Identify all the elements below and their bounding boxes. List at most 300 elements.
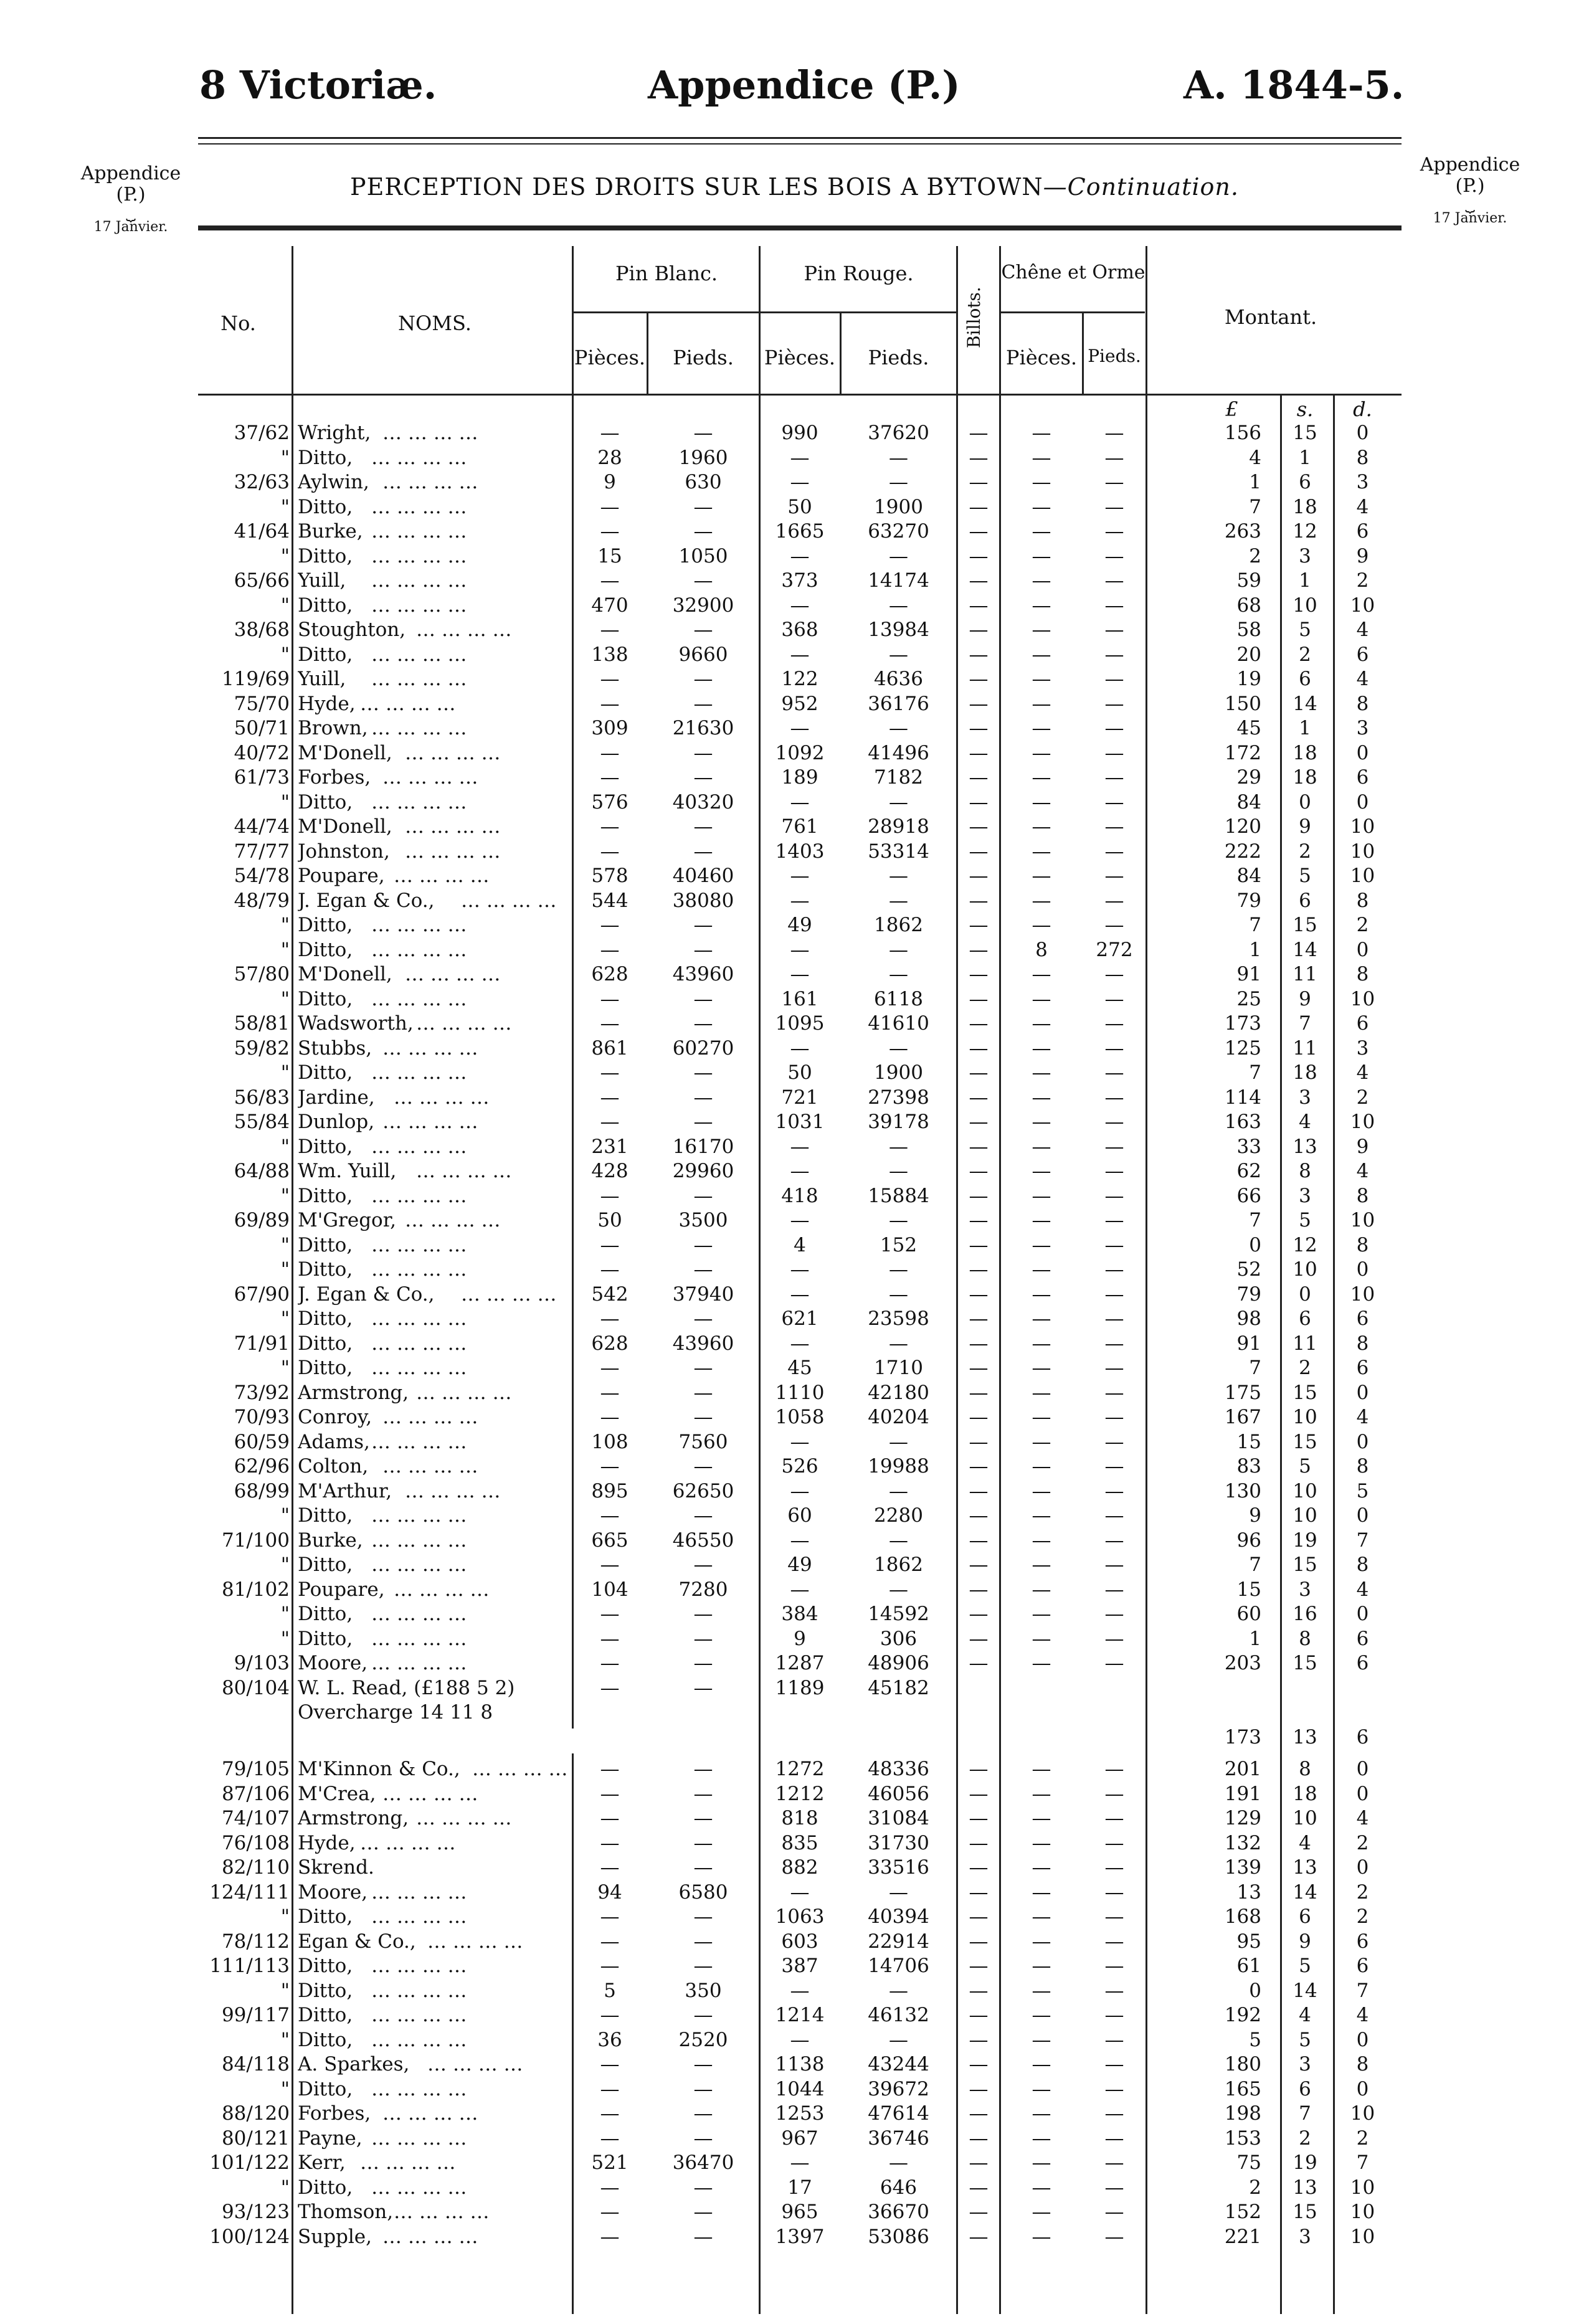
cell-pbp: — (600, 2053, 620, 2075)
cell-name: Wm. Yuill, (298, 1160, 397, 1182)
cell-cep: — (1032, 865, 1051, 887)
leader-dots: … … … … (416, 619, 512, 641)
cell-s: 6 (1299, 471, 1311, 493)
cell-prf: 48336 (868, 1758, 929, 1780)
cell-pbp: — (600, 1233, 620, 1256)
cell-cef: — (1104, 2004, 1124, 2026)
cell-s: 16 (1293, 1603, 1317, 1625)
cell-l: 0 (1249, 1233, 1261, 1256)
header-year: A. 1844-5. (1183, 62, 1405, 108)
cell-pbf: 60270 (672, 1036, 734, 1060)
cell-prf: — (889, 1283, 908, 1306)
cell-d: 4 (1356, 668, 1369, 690)
cell-prf: — (889, 1036, 908, 1060)
cell-no: " (280, 1135, 290, 1158)
table-row (0, 2150, 1589, 2175)
cell-pbf: — (693, 1184, 713, 1207)
cell-cef: — (1104, 1012, 1124, 1035)
table-row (0, 593, 1589, 618)
cell-cep: — (1032, 790, 1051, 813)
cell-cef: — (1104, 2028, 1124, 2051)
cell-s: 14 (1293, 692, 1317, 715)
leader-dots: … … … … (427, 2053, 523, 2075)
cell-bil: — (969, 1406, 989, 1428)
cell-no: " (280, 1979, 290, 2002)
cell-cep: — (1032, 668, 1051, 690)
cell-no: " (280, 987, 290, 1010)
cell-d: 7 (1356, 2151, 1369, 2174)
cell-prp: — (790, 1135, 810, 1158)
cell-d: 3 (1356, 471, 1369, 493)
cell-pbf: 1960 (678, 446, 728, 469)
table-row (0, 1725, 1589, 1750)
cell-bil: — (969, 495, 989, 518)
table-row (0, 913, 1589, 937)
cell-l: 20 (1236, 643, 1261, 666)
cell-s: 3 (1299, 2053, 1311, 2075)
cell-l: 96 (1236, 1529, 1261, 1552)
table-row (0, 2199, 1589, 2224)
cell-prp: 45 (787, 1357, 812, 1379)
col-no: No. (221, 311, 256, 335)
cell-prp: 818 (781, 1807, 818, 1829)
cell-l: 165 (1224, 2077, 1261, 2100)
cell-d: 8 (1356, 963, 1369, 985)
cell-cef: — (1104, 1479, 1124, 1502)
cell-bil: — (969, 1184, 989, 1207)
leader-dots: … … … … (461, 1283, 557, 1306)
leader-dots: … … … … (472, 1758, 568, 1780)
cell-cep: — (1032, 446, 1051, 469)
cell-s: 7 (1299, 1012, 1311, 1035)
cell-no: 40/72 (234, 741, 290, 764)
table-row (0, 642, 1589, 667)
table-row (0, 716, 1589, 741)
cell-s: 19 (1293, 1529, 1317, 1552)
cell-bil: — (969, 1111, 989, 1133)
leader-dots: … … … … (360, 1831, 456, 1854)
cell-pbp: — (600, 1111, 620, 1133)
cell-no: 75/70 (234, 692, 290, 715)
cell-l: 263 (1224, 520, 1261, 543)
cell-bil: — (969, 2225, 989, 2248)
leader-dots: … … … … (371, 446, 467, 469)
leader-dots: … … … … (371, 1258, 467, 1281)
cell-cef: — (1104, 1905, 1124, 1928)
cell-prp: — (790, 963, 810, 985)
cell-d: 0 (1356, 1258, 1369, 1281)
cell-no: 54/78 (234, 865, 290, 887)
cell-d: 2 (1356, 569, 1369, 592)
cell-pbf: — (693, 569, 713, 592)
cell-pbp: — (600, 1955, 620, 1977)
cell-d: 4 (1356, 495, 1369, 518)
cell-bil: — (969, 815, 989, 838)
cell-name: Payne, (298, 2127, 363, 2150)
cell-prp: 1095 (775, 1012, 825, 1035)
cell-d: 6 (1356, 520, 1369, 543)
cell-no: 60/59 (234, 1430, 290, 1453)
cell-d: 0 (1356, 790, 1369, 813)
cell-bil: — (969, 1856, 989, 1879)
cell-prp: — (790, 1979, 810, 2002)
header-session: 8 Victoriæ. (199, 62, 437, 108)
cell-prf: — (889, 1258, 908, 1281)
cell-prp: 9 (794, 1627, 806, 1650)
margin-left-sub: (P.) (116, 184, 146, 206)
cell-bil: — (969, 2004, 989, 2026)
cell-cep: — (1032, 1184, 1051, 1207)
cell-cef: — (1104, 2151, 1124, 2174)
cell-prf: — (889, 1479, 908, 1502)
cell-pbp: — (600, 1856, 620, 1879)
cell-name: Ditto, (298, 2004, 353, 2026)
cell-cef: — (1104, 1258, 1124, 1281)
cell-cep: — (1032, 422, 1051, 444)
cell-pbf: — (693, 1652, 713, 1674)
cell-pbf: — (693, 914, 713, 936)
cell-bil: — (969, 1930, 989, 1953)
cell-pbp: 628 (591, 963, 628, 985)
cell-pbp: — (600, 1676, 620, 1699)
cell-name: Thomson, (298, 2201, 394, 2223)
cell-cef: — (1104, 1758, 1124, 1780)
cell-l: 1 (1249, 471, 1261, 493)
cell-prp: — (790, 889, 810, 912)
cell-prp: 526 (781, 1455, 818, 1477)
col-pr-pieces: Pièces. (764, 346, 836, 369)
cell-s: 4 (1299, 1831, 1311, 1854)
cell-cep: — (1032, 1504, 1051, 1527)
cell-s: 19 (1293, 2151, 1317, 2174)
cell-prf: 27398 (868, 1086, 929, 1109)
cell-cep: — (1032, 1332, 1051, 1355)
cell-cef: 272 (1096, 938, 1133, 961)
cell-prp: 1397 (775, 2225, 825, 2248)
leader-dots: … … … … (371, 1955, 467, 1977)
leader-dots: … … … … (371, 1553, 467, 1576)
leader-dots: … … … … (427, 1930, 523, 1953)
cell-name: Overcharge 14 11 8 (298, 1701, 493, 1724)
cell-pbp: — (600, 495, 620, 518)
cell-bil: — (969, 963, 989, 985)
cell-bil: — (969, 2127, 989, 2150)
cell-pbf: 40460 (672, 865, 734, 887)
cell-cef: — (1104, 963, 1124, 985)
cell-no: 119/69 (221, 668, 290, 690)
cell-pbf: — (693, 1406, 713, 1428)
cell-cep: — (1032, 1955, 1051, 1977)
cell-pbp: — (600, 2201, 620, 2223)
cell-cep: — (1032, 2028, 1051, 2051)
cell-s: 15 (1293, 422, 1317, 444)
cell-pbf: — (693, 1111, 713, 1133)
col-noms: NOMS. (398, 311, 472, 335)
cell-no: " (280, 2028, 290, 2051)
cell-name: Ditto, (298, 446, 353, 469)
leader-dots: … … … … (371, 1332, 467, 1355)
cell-s: 6 (1299, 889, 1311, 912)
cell-pbp: — (600, 1307, 620, 1330)
cell-no: 67/90 (234, 1283, 290, 1306)
cell-l: 2 (1249, 2176, 1261, 2199)
cell-pbf: — (693, 1930, 713, 1953)
cell-prp: 882 (781, 1856, 818, 1879)
cell-pbf: — (693, 668, 713, 690)
cell-prf: 4636 (874, 668, 923, 690)
cell-prf: 22914 (868, 1930, 929, 1953)
leader-dots: … … … … (371, 717, 467, 739)
cell-cef: — (1104, 1233, 1124, 1256)
cell-s: 6 (1299, 668, 1311, 690)
cell-name: Kerr, (298, 2151, 346, 2174)
cell-pbp: 9 (604, 471, 616, 493)
cell-prf: — (889, 1135, 908, 1158)
cell-pbp: 15 (597, 544, 622, 567)
cell-l: 9 (1249, 1504, 1261, 1527)
cell-pbf: 2520 (678, 2028, 728, 2051)
cell-d: 7 (1356, 1529, 1369, 1552)
cell-prp: 49 (787, 914, 812, 936)
cell-l: 45 (1236, 717, 1261, 739)
cell-l: 173 (1224, 1012, 1261, 1035)
leader-dots: … … … … (360, 2151, 456, 2174)
cell-l: 58 (1236, 619, 1261, 641)
cell-l: 62 (1236, 1160, 1261, 1182)
cell-pbf: — (693, 1955, 713, 1977)
cell-prf: — (889, 446, 908, 469)
cell-pbp: 231 (591, 1135, 628, 1158)
cell-bil: — (969, 1160, 989, 1182)
cell-bil: — (969, 865, 989, 887)
cell-name: Ditto, (298, 643, 353, 666)
cell-no: 111/113 (209, 1955, 290, 1977)
leader-dots: … … … … (371, 914, 467, 936)
cell-s: 11 (1293, 963, 1317, 985)
leader-dots: … … … … (371, 1061, 467, 1084)
cell-cep: — (1032, 1209, 1051, 1231)
table-row (0, 2028, 1589, 2052)
cell-pbp: — (600, 1652, 620, 1674)
leader-dots: … … … … (371, 1603, 467, 1625)
cell-prp: 603 (781, 1930, 818, 1953)
cell-no: 56/83 (234, 1086, 290, 1109)
cell-l: 33 (1236, 1135, 1261, 1158)
cell-d: 10 (1350, 865, 1375, 887)
cell-prf: 36670 (868, 2201, 929, 2223)
table-row (0, 1085, 1589, 1110)
cell-cef: — (1104, 1406, 1124, 1428)
header-rule-top (198, 137, 1402, 139)
cell-name: Colton, (298, 1455, 369, 1477)
cell-cep: — (1032, 889, 1051, 912)
cell-pbf: — (693, 1504, 713, 1527)
cell-l: 91 (1236, 1332, 1261, 1355)
cell-bil: — (969, 1381, 989, 1404)
table-row (0, 1479, 1589, 1504)
cell-s: 18 (1293, 495, 1317, 518)
cell-no: 44/74 (234, 815, 290, 838)
cell-name: Jardine, (298, 1086, 375, 1109)
cell-s: 18 (1293, 1782, 1317, 1805)
cell-prf: — (889, 938, 908, 961)
cell-s: 10 (1293, 1258, 1317, 1281)
cell-prf: — (889, 1979, 908, 2002)
cell-l: 4 (1249, 446, 1261, 469)
cell-pbp: 28 (597, 446, 622, 469)
cell-pbp: — (600, 1455, 620, 1477)
cell-s: 1 (1299, 446, 1311, 469)
cell-prf: 31730 (868, 1831, 929, 1854)
cell-s: 10 (1293, 1479, 1317, 1502)
cell-s: 12 (1293, 1233, 1317, 1256)
cell-bil: — (969, 1979, 989, 2002)
col-pounds: £ (1225, 397, 1238, 421)
cell-name: Burke, (298, 1529, 363, 1552)
table-row (0, 1036, 1589, 1061)
cell-cep: — (1032, 1627, 1051, 1650)
cell-s: 5 (1299, 1209, 1311, 1231)
cell-d: 8 (1356, 1455, 1369, 1477)
cell-cef: — (1104, 790, 1124, 813)
table-row (0, 1405, 1589, 1430)
cell-pbf: — (693, 1012, 713, 1035)
cell-name: J. Egan & Co., (298, 1283, 435, 1306)
cell-bil: — (969, 717, 989, 739)
cell-d: 0 (1356, 1758, 1369, 1780)
cell-prf: 6118 (874, 987, 923, 1010)
cell-l: 120 (1224, 815, 1261, 838)
cell-pbf: — (693, 1831, 713, 1854)
leader-dots: … … … … (416, 1160, 512, 1182)
table-row (0, 568, 1589, 593)
leader-dots: … … … … (371, 1357, 467, 1379)
cell-prf: 13984 (868, 619, 929, 641)
cell-cef: — (1104, 865, 1124, 887)
cell-cep: — (1032, 2151, 1051, 2174)
cell-d: 0 (1356, 741, 1369, 764)
cell-pbp: — (600, 1603, 620, 1625)
cell-l: 163 (1224, 1111, 1261, 1133)
cell-bil: — (969, 668, 989, 690)
cell-name: Ditto, (298, 544, 353, 567)
cell-bil: — (969, 1603, 989, 1625)
cell-pbf: — (693, 1086, 713, 1109)
cell-no: 59/82 (234, 1036, 290, 1060)
cell-prp: — (790, 1258, 810, 1281)
cell-no: 64/88 (234, 1160, 290, 1182)
cell-l: 7 (1249, 1357, 1261, 1379)
cell-no: 57/80 (234, 963, 290, 985)
cell-prf: 40394 (868, 1905, 929, 1928)
cell-l: 153 (1224, 2127, 1261, 2150)
cell-d: 0 (1356, 1856, 1369, 1879)
cell-bil: — (969, 1332, 989, 1355)
cell-pbp: — (600, 1258, 620, 1281)
cell-pbp: 521 (591, 2151, 628, 2174)
cell-d: 6 (1356, 1930, 1369, 1953)
cell-pbp: 578 (591, 865, 628, 887)
cell-d: 2 (1356, 1831, 1369, 1854)
cell-pbp: — (600, 1381, 620, 1404)
cell-no: 74/107 (221, 1807, 290, 1829)
cell-cep: — (1032, 1905, 1051, 1928)
cell-cep: — (1032, 2004, 1051, 2026)
cell-bil: — (969, 1831, 989, 1854)
cell-no: " (280, 2077, 290, 2100)
cell-s: 6 (1299, 1307, 1311, 1330)
cell-cef: — (1104, 1430, 1124, 1453)
leader-dots: … … … … (394, 865, 490, 887)
cell-pbf: — (693, 619, 713, 641)
cell-s: 18 (1293, 766, 1317, 789)
cell-prf: — (889, 1881, 908, 1904)
header-appendix: Appendice (P.) (648, 62, 961, 108)
cell-cef: — (1104, 520, 1124, 543)
cell-name: Skrend. (298, 1856, 374, 1879)
table-row (0, 1282, 1589, 1307)
leader-dots: … … … … (382, 1455, 478, 1477)
leader-dots: … … … … (405, 1479, 501, 1502)
leader-dots: … … … … (405, 815, 501, 838)
leader-dots: … … … … (371, 2176, 467, 2199)
cell-s: 1 (1299, 717, 1311, 739)
cell-no: 69/89 (234, 1209, 290, 1231)
cell-pbf: — (693, 1258, 713, 1281)
cell-cef: — (1104, 1782, 1124, 1805)
cell-name: Ditto, (298, 1955, 353, 1977)
cell-l: 60 (1236, 1603, 1261, 1625)
cell-bil: — (969, 1652, 989, 1674)
cell-s: 6 (1299, 2077, 1311, 2100)
cell-prf: — (889, 643, 908, 666)
cell-no: " (280, 1258, 290, 1281)
cell-no: " (280, 544, 290, 567)
cell-bil: — (969, 1258, 989, 1281)
cell-prp: — (790, 1881, 810, 1904)
cell-l: 168 (1224, 1905, 1261, 1928)
cell-cep: — (1032, 1036, 1051, 1060)
cell-prf: 42180 (868, 1381, 929, 1404)
table-row (0, 544, 1589, 569)
cell-cef: — (1104, 766, 1124, 789)
cell-prp: 418 (781, 1184, 818, 1207)
cell-cef: — (1104, 1553, 1124, 1576)
cell-pbp: — (600, 1553, 620, 1576)
cell-d: 8 (1356, 1553, 1369, 1576)
cell-prp: 1189 (775, 1676, 825, 1699)
cell-s: 1 (1299, 569, 1311, 592)
cell-prp: 1031 (775, 1111, 825, 1133)
cell-s: 9 (1299, 987, 1311, 1010)
cell-name: Conroy, (298, 1406, 372, 1428)
cell-bil: — (969, 1430, 989, 1453)
cell-d: 3 (1356, 717, 1369, 739)
cell-l: 222 (1224, 840, 1261, 863)
cell-cep: — (1032, 569, 1051, 592)
cell-s: 10 (1293, 1406, 1317, 1428)
cell-prp: — (790, 594, 810, 617)
cell-pbp: — (600, 1905, 620, 1928)
table-row (0, 420, 1589, 445)
cell-s: 15 (1293, 1553, 1317, 1576)
cell-cef: — (1104, 1283, 1124, 1306)
cell-cef: — (1104, 741, 1124, 764)
cell-prf: — (889, 1209, 908, 1231)
cell-d: 5 (1356, 1479, 1369, 1502)
cell-d: 0 (1356, 1381, 1369, 1404)
leader-dots: … … … … (371, 1184, 467, 1207)
